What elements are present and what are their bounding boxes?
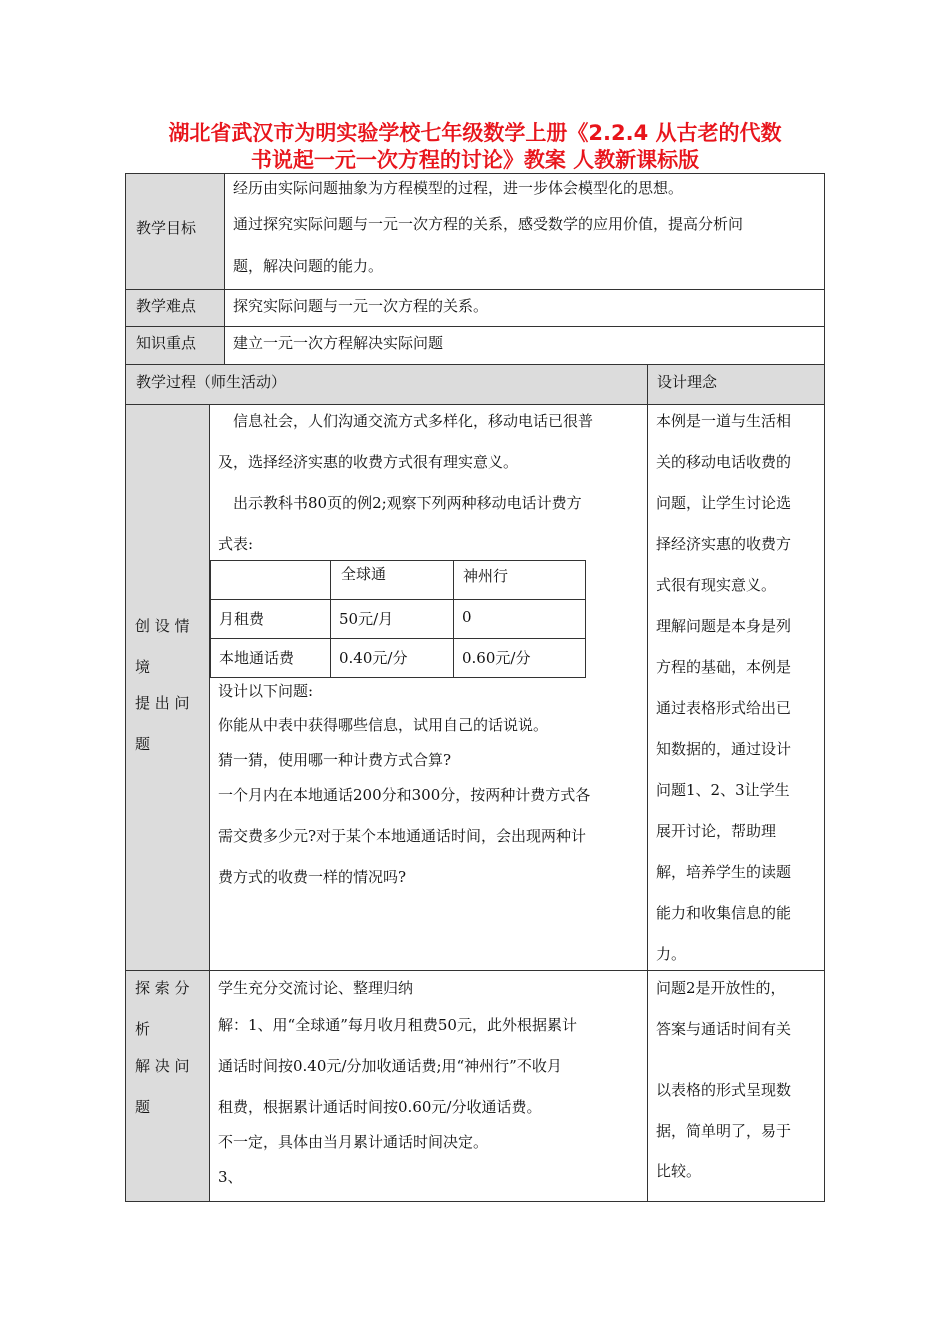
goals-line-2: 通过探究实际问题与一元一次方程的关系，感受数学的应用价值，提高分析问 bbox=[233, 215, 744, 233]
section1-label-b: 境 bbox=[135, 658, 151, 676]
question-intro: 设计以下问题: bbox=[218, 682, 314, 700]
fee-table-header-shenzhouxing: 神州行 bbox=[453, 560, 586, 600]
section2-line-4: 租费，根据累计通话时间按0.60元/分收通话费。 bbox=[218, 1098, 542, 1116]
difficulty-text: 探究实际问题与一元一次方程的关系。 bbox=[233, 297, 489, 315]
goals-line-1: 经历由实际问题抽象为方程模型的过程，进一步体会模型化的思想。 bbox=[233, 179, 684, 197]
section2-label-cell bbox=[125, 970, 210, 1202]
section1-intro bbox=[218, 401, 643, 565]
section1-notes: 本例是一道与生活相 关的移动电话收费的 问题，让学生讨论选 择经济实惠的收费方 式很有现实意义。 理解问题是本身是列 方程的基础，本例是 通过表格形式给出已 知数据的，通过设计 问题1、2、3让学生 展开讨论，帮助理 解，培养学生的读题 能力和收集信息的能 力。 bbox=[656, 412, 792, 963]
intro-line-4: 式表: bbox=[218, 535, 254, 553]
section2-label-a: 探 索 分 bbox=[135, 979, 190, 997]
section1-label-a: 创 设 情 bbox=[135, 617, 190, 635]
section2-content-cell bbox=[209, 970, 648, 1202]
intro-line-2: 及，选择经济实惠的收费方式很有理实意义。 bbox=[218, 453, 519, 471]
section1-content-cell bbox=[209, 404, 648, 971]
fee-table-header-quanqiutong: 全球通 bbox=[330, 560, 454, 600]
question-1: 你能从中表中获得哪些信息，试用自己的话说说。 bbox=[218, 716, 549, 734]
fee-table-row1-shenzhouxing: 0 bbox=[453, 599, 586, 639]
intro-line-3: 出示教科书80页的例2;观察下列两种移动电话计费方 bbox=[218, 494, 582, 512]
fee-table-header-empty bbox=[210, 560, 331, 600]
process-header-right-text: 设计理念 bbox=[657, 373, 718, 391]
difficulty-label: 教学难点 bbox=[136, 297, 197, 315]
section1-notes-cell bbox=[647, 404, 825, 971]
fee-table-row2-label: 本地通话费 bbox=[210, 638, 331, 678]
section2-notes-cell bbox=[647, 970, 825, 1202]
section1-label-c: 提 出 问 bbox=[135, 694, 190, 712]
title-line-1: 湖北省武汉市为明实验学校七年级数学上册《2.2.4 从古老的代数 bbox=[168, 121, 782, 145]
section2-line-1: 学生充分交流讨论、整理归纳 bbox=[218, 979, 414, 997]
goals-line-3: 题，解决问题的能力。 bbox=[233, 257, 384, 275]
section2-note-1: 问题2是开放性的， bbox=[656, 979, 786, 997]
section2-line-6: 3、 bbox=[218, 1168, 243, 1186]
section1-label-cell bbox=[125, 404, 210, 971]
difficulty-label-cell bbox=[125, 289, 225, 327]
goals-content-cell bbox=[224, 173, 825, 290]
fee-table bbox=[210, 560, 586, 678]
keypoints-content-cell bbox=[224, 326, 825, 365]
section2-label-d: 题 bbox=[135, 1098, 151, 1116]
section2-note-2: 答案与通话时间有关 bbox=[656, 1020, 792, 1038]
section2-label-c: 解 决 问 bbox=[135, 1057, 190, 1075]
keypoints-label-cell bbox=[125, 326, 225, 365]
section2-note-4: 据，简单明了，易于 bbox=[656, 1122, 792, 1140]
section2-note-3: 以表格的形式呈现数 bbox=[656, 1081, 792, 1099]
section2-line-2: 解：1、用“全球通”每月收月租费50元，此外根据累计 bbox=[218, 1016, 577, 1034]
section2-line-3: 通话时间按0.40元/分加收通话费;用“神州行”不收月 bbox=[218, 1057, 562, 1075]
document-title bbox=[120, 120, 830, 174]
process-header-right bbox=[647, 364, 825, 405]
fee-table-row2-quanqiutong: 0.40元/分 bbox=[330, 638, 454, 678]
question-2: 猜一猜，使用哪一种计费方式合算? bbox=[218, 751, 452, 769]
intro-line-1: 信息社会，人们沟通交流方式多样化，移动电话已很普 bbox=[218, 412, 594, 430]
section2-label-b: 析 bbox=[135, 1020, 151, 1038]
keypoints-label: 知识重点 bbox=[136, 334, 197, 352]
section1-label-d: 题 bbox=[135, 735, 151, 753]
process-header-left bbox=[125, 364, 648, 405]
section2-line-5: 不一定，具体由当月累计通话时间决定。 bbox=[218, 1133, 489, 1151]
goals-label: 教学目标 bbox=[136, 219, 197, 237]
title-line-2: 书说起一元一次方程的讨论》教案 人教新课标版 bbox=[250, 148, 700, 172]
fee-table-row1-quanqiutong: 50元/月 bbox=[330, 599, 454, 639]
difficulty-content-cell bbox=[224, 289, 825, 327]
fee-table-row2-shenzhouxing: 0.60元/分 bbox=[453, 638, 586, 678]
keypoints-text: 建立一元一次方程解决实际问题 bbox=[233, 334, 444, 352]
section2-note-5: 比较。 bbox=[656, 1162, 702, 1180]
question-3: 一个月内在本地通话200分和300分，按两种计费方式各 需交费多少元?对于某个本地通通话时间，会出现两种计 费方式的收费一样的情况吗? bbox=[218, 786, 591, 886]
goals-label-cell bbox=[125, 173, 225, 290]
process-header-left-text: 教学过程（师生活动） bbox=[136, 373, 287, 391]
fee-table-row1-label: 月租费 bbox=[210, 599, 331, 639]
